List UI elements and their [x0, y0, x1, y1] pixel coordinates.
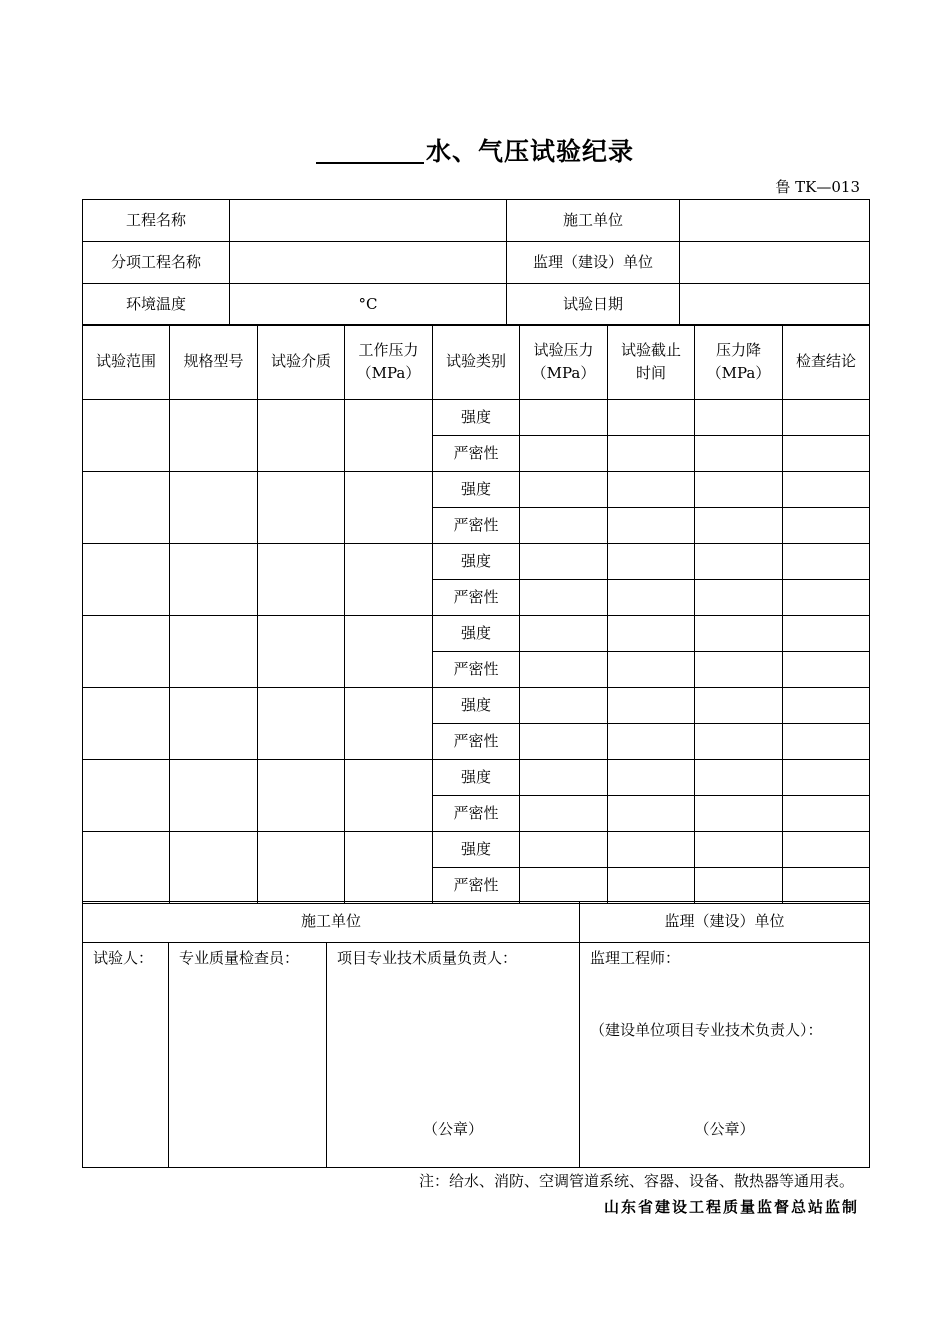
- header-cutoff-time-line2: 时间: [635, 364, 666, 382]
- test-pressure-cell[interactable]: [520, 652, 608, 688]
- cutoff-time-cell[interactable]: [608, 400, 695, 436]
- test-type-tightness: 严密性: [433, 508, 520, 544]
- header-cutoff-time-line1: 试验截止: [620, 340, 681, 359]
- test-pressure-cell[interactable]: [520, 868, 608, 904]
- test-date-field[interactable]: [680, 284, 870, 326]
- sub-project-label: 分项工程名称: [83, 242, 230, 284]
- header-range: 试验范围: [83, 325, 170, 400]
- test-pressure-cell[interactable]: [520, 688, 608, 724]
- range-cell[interactable]: [83, 544, 170, 616]
- footer-contractor-header: 施工单位: [83, 902, 580, 943]
- pressure-drop-cell[interactable]: [695, 760, 783, 796]
- tech-leader-signature-cell[interactable]: [327, 943, 580, 1168]
- test-pressure-cell[interactable]: [520, 724, 608, 760]
- medium-cell[interactable]: [258, 544, 345, 616]
- seal-left: （公章）: [423, 1119, 484, 1138]
- range-cell[interactable]: [83, 760, 170, 832]
- header-test-pressure-label: 试验压力: [533, 340, 594, 359]
- organization: 山东省建设工程质量监督总站监制: [603, 1198, 859, 1216]
- work-pressure-cell[interactable]: [345, 472, 433, 544]
- title-blank-line[interactable]: [316, 136, 424, 164]
- project-name-label: 工程名称: [83, 200, 230, 242]
- header-medium: 试验介质: [258, 325, 345, 400]
- spec-cell[interactable]: [170, 688, 258, 760]
- tester-label: 试验人：: [93, 949, 154, 967]
- header-pressure-drop-unit: （MPa）: [706, 364, 771, 382]
- header-pressure-drop: [695, 325, 783, 400]
- test-pressure-cell[interactable]: [520, 796, 608, 832]
- pressure-drop-cell[interactable]: [695, 400, 783, 436]
- cutoff-time-cell[interactable]: [608, 472, 695, 508]
- page-title: [0, 132, 950, 168]
- test-pressure-cell[interactable]: [520, 616, 608, 652]
- supervisor-field[interactable]: [680, 242, 870, 284]
- cutoff-time-cell[interactable]: [608, 688, 695, 724]
- cutoff-time-cell[interactable]: [608, 616, 695, 652]
- pressure-drop-cell[interactable]: [695, 508, 783, 544]
- signature-table: [82, 901, 870, 1168]
- sub-project-field[interactable]: [230, 242, 507, 284]
- test-type-strength: 强度: [433, 544, 520, 580]
- conclusion-cell[interactable]: [783, 796, 870, 832]
- conclusion-cell[interactable]: [783, 868, 870, 904]
- test-type-strength: 强度: [433, 400, 520, 436]
- conclusion-cell[interactable]: [783, 400, 870, 436]
- table-row: [83, 688, 870, 724]
- header-work-pressure-unit: （MPa）: [356, 364, 421, 382]
- pressure-drop-cell[interactable]: [695, 832, 783, 868]
- header-spec: 规格型号: [170, 325, 258, 400]
- header-work-pressure-label: 工作压力: [358, 340, 419, 359]
- info-table: [82, 199, 870, 326]
- test-pressure-cell[interactable]: [520, 436, 608, 472]
- conclusion-cell[interactable]: [783, 688, 870, 724]
- work-pressure-cell[interactable]: [345, 832, 433, 904]
- spec-cell[interactable]: [170, 616, 258, 688]
- medium-cell[interactable]: [258, 400, 345, 472]
- work-pressure-cell[interactable]: [345, 688, 433, 760]
- conclusion-cell[interactable]: [783, 472, 870, 508]
- conclusion-cell[interactable]: [783, 832, 870, 868]
- pressure-drop-cell[interactable]: [695, 436, 783, 472]
- tester-signature-cell[interactable]: [83, 943, 169, 1168]
- contractor-field[interactable]: [680, 200, 870, 242]
- conclusion-cell[interactable]: [783, 652, 870, 688]
- test-pressure-cell[interactable]: [520, 508, 608, 544]
- header-conclusion: 检查结论: [783, 325, 870, 400]
- pressure-drop-cell[interactable]: [695, 544, 783, 580]
- pressure-drop-cell[interactable]: [695, 472, 783, 508]
- test-type-strength: 强度: [433, 688, 520, 724]
- test-pressure-cell[interactable]: [520, 832, 608, 868]
- work-pressure-cell[interactable]: [345, 760, 433, 832]
- header-test-pressure-unit: （MPa）: [531, 364, 596, 382]
- header-cutoff-time: [608, 325, 695, 400]
- header-test-type: 试验类别: [433, 325, 520, 400]
- spec-cell[interactable]: [170, 400, 258, 472]
- range-cell[interactable]: [83, 688, 170, 760]
- pressure-drop-cell[interactable]: [695, 724, 783, 760]
- table-row: [83, 616, 870, 652]
- table-row: [83, 400, 870, 436]
- cutoff-time-cell[interactable]: [608, 868, 695, 904]
- test-pressure-cell[interactable]: [520, 760, 608, 796]
- range-cell[interactable]: [83, 832, 170, 904]
- medium-cell[interactable]: [258, 832, 345, 904]
- spec-cell[interactable]: [170, 760, 258, 832]
- supervisor-signature-cell[interactable]: [580, 943, 870, 1168]
- conclusion-cell[interactable]: [783, 436, 870, 472]
- pressure-drop-cell[interactable]: [695, 868, 783, 904]
- cutoff-time-cell[interactable]: [608, 544, 695, 580]
- form-code: 鲁 TK—013: [775, 178, 860, 196]
- cutoff-time-cell[interactable]: [608, 760, 695, 796]
- spec-cell[interactable]: [170, 472, 258, 544]
- qc-inspector-label: 专业质量检查员：: [179, 949, 300, 967]
- table-row: [83, 472, 870, 508]
- test-record-table: [82, 324, 870, 904]
- table-row: [83, 544, 870, 580]
- owner-leader-label: （建设单位项目专业技术负责人）：: [590, 1021, 823, 1039]
- temperature-unit: °C: [358, 294, 378, 313]
- supervisor-label: 监理（建设）单位: [507, 242, 680, 284]
- test-type-tightness: 严密性: [433, 652, 520, 688]
- conclusion-cell[interactable]: [783, 544, 870, 580]
- test-type-tightness: 严密性: [433, 436, 520, 472]
- test-pressure-cell[interactable]: [520, 580, 608, 616]
- range-cell[interactable]: [83, 616, 170, 688]
- pressure-drop-cell[interactable]: [695, 652, 783, 688]
- pressure-drop-cell[interactable]: [695, 688, 783, 724]
- range-cell[interactable]: [83, 472, 170, 544]
- work-pressure-cell[interactable]: [345, 544, 433, 616]
- conclusion-cell[interactable]: [783, 580, 870, 616]
- test-type-tightness: 严密性: [433, 796, 520, 832]
- cutoff-time-cell[interactable]: [608, 652, 695, 688]
- header-pressure-drop-label: 压力降: [715, 340, 761, 359]
- test-type-strength: 强度: [433, 472, 520, 508]
- medium-cell[interactable]: [258, 688, 345, 760]
- test-type-strength: 强度: [433, 832, 520, 868]
- conclusion-cell[interactable]: [783, 508, 870, 544]
- test-type-tightness: 严密性: [433, 580, 520, 616]
- medium-cell[interactable]: [258, 760, 345, 832]
- cutoff-time-cell[interactable]: [608, 796, 695, 832]
- project-name-field[interactable]: [230, 200, 507, 242]
- spec-cell[interactable]: [170, 832, 258, 904]
- conclusion-cell[interactable]: [783, 616, 870, 652]
- test-pressure-cell[interactable]: [520, 400, 608, 436]
- cutoff-time-cell[interactable]: [608, 724, 695, 760]
- cutoff-time-cell[interactable]: [608, 580, 695, 616]
- conclusion-cell[interactable]: [783, 724, 870, 760]
- qc-inspector-signature-cell[interactable]: [169, 943, 327, 1168]
- header-test-pressure: [520, 325, 608, 400]
- supervising-engineer-label: 监理工程师：: [590, 949, 681, 967]
- test-pressure-cell[interactable]: [520, 544, 608, 580]
- test-type-strength: 强度: [433, 616, 520, 652]
- conclusion-cell[interactable]: [783, 760, 870, 796]
- spec-cell[interactable]: [170, 544, 258, 616]
- temperature-label: 环境温度: [83, 284, 230, 326]
- work-pressure-cell[interactable]: [345, 400, 433, 472]
- footnote: 注：给水、消防、空调管道系统、容器、设备、散热器等通用表。: [418, 1172, 854, 1190]
- pressure-drop-cell[interactable]: [695, 580, 783, 616]
- header-work-pressure: [345, 325, 433, 400]
- cutoff-time-cell[interactable]: [608, 832, 695, 868]
- test-type-strength: 强度: [433, 760, 520, 796]
- medium-cell[interactable]: [258, 616, 345, 688]
- table-row: [83, 832, 870, 868]
- test-date-label: 试验日期: [507, 284, 680, 326]
- contractor-label: 施工单位: [507, 200, 680, 242]
- work-pressure-cell[interactable]: [345, 616, 433, 688]
- footer-supervisor-header: 监理（建设）单位: [580, 902, 870, 943]
- cutoff-time-cell[interactable]: [608, 436, 695, 472]
- pressure-drop-cell[interactable]: [695, 616, 783, 652]
- seal-right: （公章）: [694, 1119, 755, 1138]
- tech-leader-label: 项目专业技术质量负责人：: [337, 949, 518, 967]
- title-text: 水、气压试验纪录: [425, 137, 634, 166]
- range-cell[interactable]: [83, 400, 170, 472]
- test-type-tightness: 严密性: [433, 868, 520, 904]
- test-type-tightness: 严密性: [433, 724, 520, 760]
- medium-cell[interactable]: [258, 472, 345, 544]
- test-pressure-cell[interactable]: [520, 472, 608, 508]
- table-row: [83, 760, 870, 796]
- cutoff-time-cell[interactable]: [608, 508, 695, 544]
- pressure-drop-cell[interactable]: [695, 796, 783, 832]
- temperature-field[interactable]: [230, 284, 507, 326]
